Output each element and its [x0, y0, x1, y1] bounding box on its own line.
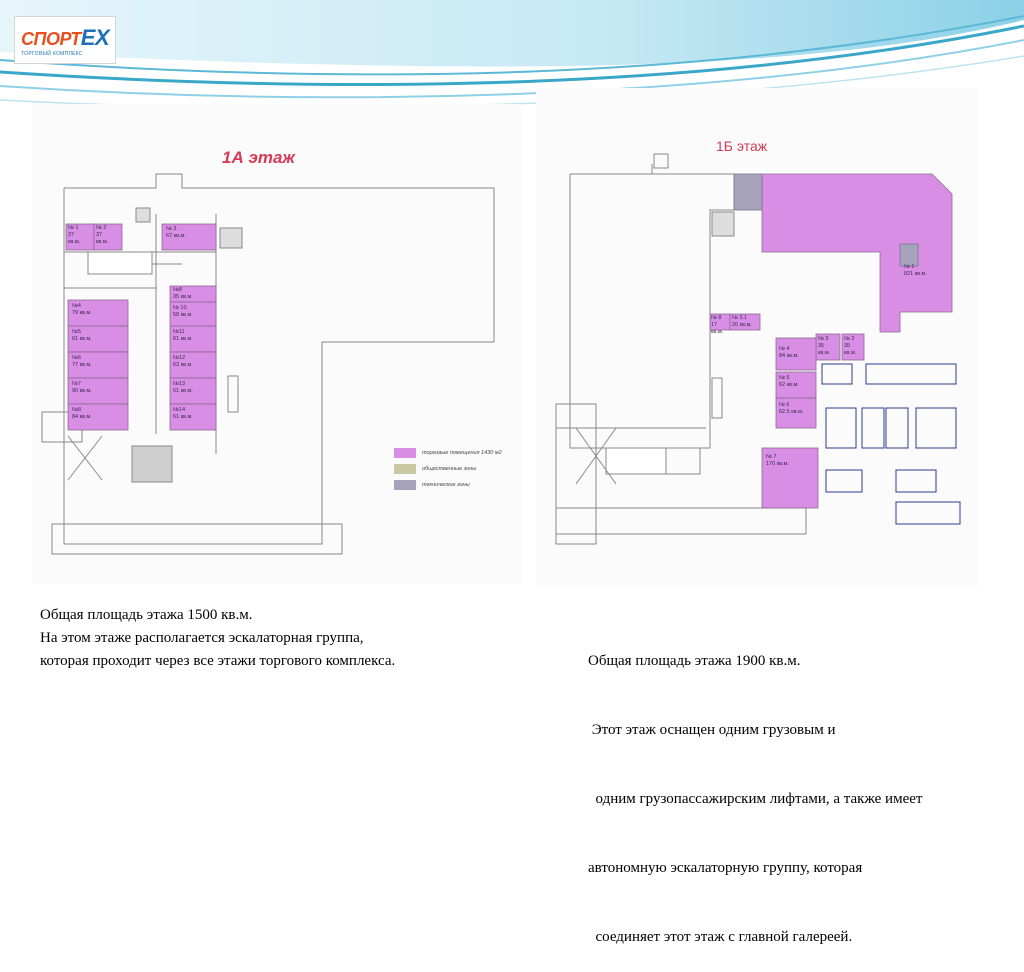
unit-label: № 6 62.5 кв.м. — [779, 402, 804, 415]
unit-label: № 1 37 кв.м. — [68, 225, 81, 245]
caption-1a-line: На этом этаже располагается эскалаторная группа, — [40, 630, 364, 646]
caption-1b — [588, 604, 922, 972]
unit-1b-1 — [762, 174, 952, 332]
logo-text — [21, 25, 109, 51]
retail-units-1b — [710, 174, 952, 508]
caption-1a-line: которая проходит через все этажи торгового комплекса. — [40, 653, 396, 669]
caption-1a — [40, 604, 395, 673]
logo-subtitle: ТОРГОВЫЙ КОМПЛЕКС — [21, 51, 83, 57]
unit-label: № 2 35 кв.м. — [844, 336, 857, 356]
legend-label-retail: торговые помещения 1430 м2 — [422, 450, 502, 456]
logo-text-ex: EX — [80, 25, 110, 50]
caption-1a-line: Общая площадь этажа 1500 кв.м. — [40, 607, 253, 623]
unit-label: № 4 84 кв.м. — [779, 346, 799, 359]
unit-label: №11 61 кв.м. — [173, 329, 193, 342]
unit-label: № 3.1 20 кв.м. — [732, 315, 752, 328]
unit-label: № 5 62 кв.м. — [779, 375, 799, 388]
caption-1b-line: одним грузопассажирским лифтами, а также имеет — [588, 791, 923, 807]
unit-label: №4 79 кв.м. — [72, 303, 92, 316]
caption-1b-line: Этот этаж оснащен одним грузовым и — [588, 722, 836, 738]
legend-swatch-public — [394, 464, 416, 474]
floor-plan-1a-drawing — [32, 104, 522, 584]
floor-1b-title: 1Б этаж — [716, 138, 768, 154]
legend-swatch-retail — [394, 448, 416, 458]
unit-label: №13 61 кв.м. — [173, 381, 193, 394]
unit-label: №6 77 кв.м. — [72, 355, 92, 368]
unit-label: № 8 17 кв.м. — [711, 315, 724, 335]
floor-plan-1b-drawing — [536, 88, 978, 586]
unit-label: №8 84 кв.м. — [72, 407, 92, 420]
unit-label: №7 90 кв.м. — [72, 381, 92, 394]
caption-1b-line: автономную эскалаторную группу, которая — [588, 860, 863, 876]
caption-1b-line: Общая площадь этажа 1900 кв.м. — [588, 653, 801, 669]
legend-label-public: общественные зоны — [422, 466, 477, 472]
unit-label: № 2 37 кв.м. — [96, 225, 109, 245]
unit-label: № 3 35 кв.м. — [818, 336, 831, 356]
unit-label: №5 61 кв.м. — [72, 329, 92, 342]
floor-plan-1b — [536, 88, 978, 586]
unit-label: №14 61 кв.м. — [173, 407, 193, 420]
unit-label: № 7 170 кв.м. — [766, 454, 789, 467]
legend-swatches-1a — [394, 448, 416, 490]
sportex-logo — [14, 16, 116, 64]
unit-label: № 1 821 кв.м. — [904, 264, 927, 277]
unit-label: № 3 67 кв.м. — [166, 226, 186, 239]
legend-label-technical: технические зоны — [422, 482, 470, 488]
floor-1a-title: 1А этаж — [222, 148, 295, 167]
legend-swatch-technical — [394, 480, 416, 490]
unit-label: №12 63 кв.м. — [173, 355, 193, 368]
logo-text-sport: СПОРТ — [21, 29, 81, 49]
caption-1b-line: соединяет этот этаж с главной галереей. — [588, 929, 853, 945]
floor-plan-1a — [32, 104, 522, 584]
unit-label: №8 35 кв.м. — [173, 287, 193, 300]
unit-label: № 10 58 кв.м. — [173, 305, 193, 318]
